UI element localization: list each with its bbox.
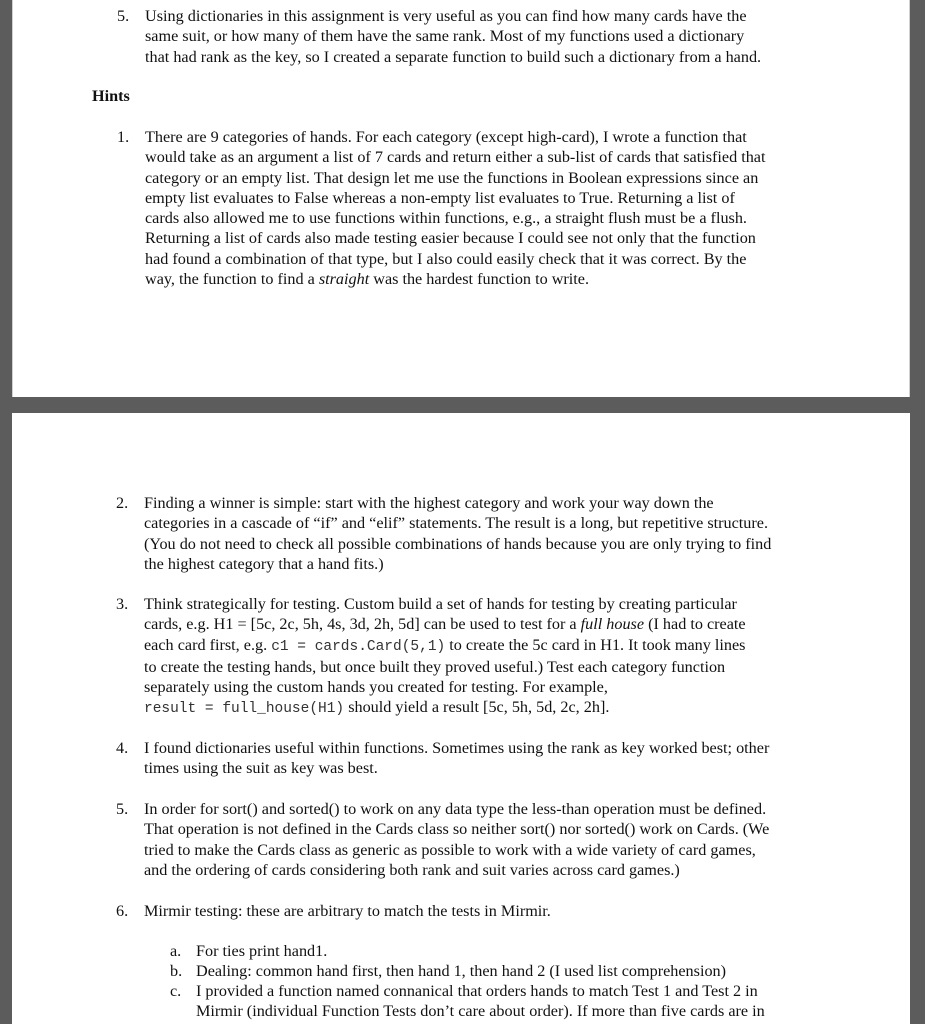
document-page-2	[12, 413, 910, 1033]
text-line: That operation is not defined in the Cards class so neither sort() nor sorted() work on Cards. (We	[144, 820, 770, 839]
text-line: Returning a list of cards also made testing easier because I could see not only that the function	[145, 229, 756, 248]
sub-item-letter: a.	[170, 942, 182, 960]
text-line	[145, 269, 905, 289]
text-line: tried to make the Cards class as generic as possible to work with a wide variety of card games,	[144, 840, 756, 859]
text-span: should yield a result [5c, 5h, 5d, 2c, 2h].	[344, 698, 610, 717]
text-line: categories in a cascade of “if” and “elif” statements. The result is a long, but repetitive structure.	[144, 514, 769, 533]
text-line	[144, 635, 904, 657]
text-line: Using dictionaries in this assignment is very useful as you can find how many cards have the	[145, 7, 747, 25]
list-number: 6.	[116, 902, 129, 920]
text-line	[144, 697, 904, 719]
list-number: 3.	[116, 595, 129, 613]
text-span: to create the 5c card in H1. It took many lines	[445, 635, 746, 654]
text-line: times using the suit as key was best.	[144, 759, 378, 778]
text-line: I found dictionaries useful within functions. Sometimes using the rank as key worked best; other	[144, 739, 770, 757]
text-line: that had rank as the key, so I created a separate function to build such a dictionary from a hand.	[145, 47, 762, 66]
list-number: 4.	[116, 739, 129, 757]
document-page-1	[12, 0, 910, 397]
text-line: (You do not need to check all possible combinations of hands because you are only trying to find	[144, 534, 772, 553]
emphasis-text: straight	[318, 270, 370, 289]
text-span: (I had to create	[644, 615, 746, 634]
list-number: 2.	[116, 494, 129, 512]
viewer-right-margin	[910, 0, 925, 1024]
text-line: to create the testing hands, but once built they proved useful.) Test each category function	[144, 657, 726, 676]
text-line: the highest category that a hand fits.)	[144, 554, 384, 573]
text-line	[144, 614, 904, 634]
list-number: 5.	[117, 7, 130, 25]
text-line: There are 9 categories of hands. For each category (except high-card), I wrote a function that	[145, 128, 747, 146]
sub-item-letter: c.	[170, 982, 182, 1000]
hints-heading: Hints	[92, 87, 130, 105]
text-line: category or an empty list. That design let me use the functions in Boolean expressions since an	[145, 168, 759, 187]
code-snippet: c1 = cards.Card(5,1)	[271, 638, 446, 655]
list-number: 5.	[116, 800, 129, 818]
text-line: Mirmir (individual Function Tests don’t care about order). If more than five cards are in	[196, 1002, 765, 1021]
text-line: had found a combination of that type, but I also could easily check that it was correct. By the	[145, 249, 747, 268]
viewer-left-margin	[0, 0, 12, 1024]
text-line: would take as an argument a list of 7 cards and return either a sub-list of cards that satisfied that	[145, 148, 766, 167]
text-span: cards, e.g. H1 = [5c, 2c, 5h, 4s, 3d, 2h, 5d] can be used to test for a	[144, 615, 581, 634]
text-line: and the ordering of cards considering both rank and suit varies across card games.)	[144, 860, 680, 879]
text-line: I provided a function named connanical that orders hands to match Test 1 and Test 2 in	[196, 982, 758, 1000]
text-span: each card first, e.g.	[144, 635, 272, 654]
text-span: was the hardest function to write.	[369, 270, 590, 289]
emphasis-text: full house	[580, 615, 645, 634]
code-snippet: result = full_house(H1)	[144, 701, 345, 718]
text-line: cards also allowed me to use functions within functions, e.g., a straight flush must be a flush.	[145, 209, 747, 228]
text-line: Think strategically for testing. Custom build a set of hands for testing by creating particular	[144, 595, 737, 613]
text-span: way, the function to find a	[145, 270, 319, 289]
text-line: Mirmir testing: these are arbitrary to match the tests in Mirmir.	[144, 902, 551, 920]
page-separator	[0, 397, 925, 413]
text-line: For ties print hand1.	[196, 942, 328, 960]
list-number: 1.	[117, 128, 130, 146]
text-line: In order for sort() and sorted() to work on any data type the less-than operation must be defined.	[144, 800, 767, 818]
text-line: Dealing: common hand first, then hand 1, then hand 2 (I used list comprehension)	[196, 962, 727, 980]
text-line: Finding a winner is simple: start with the highest category and work your way down the	[144, 494, 714, 512]
text-line: separately using the custom hands you created for testing. For example,	[144, 678, 608, 697]
sub-item-letter: b.	[170, 962, 183, 980]
text-line: same suit, or how many of them have the same rank. Most of my functions used a dictionary	[145, 27, 745, 46]
text-line: empty list evaluates to False whereas a non-empty list evaluates to True. Returning a list of	[145, 188, 735, 207]
